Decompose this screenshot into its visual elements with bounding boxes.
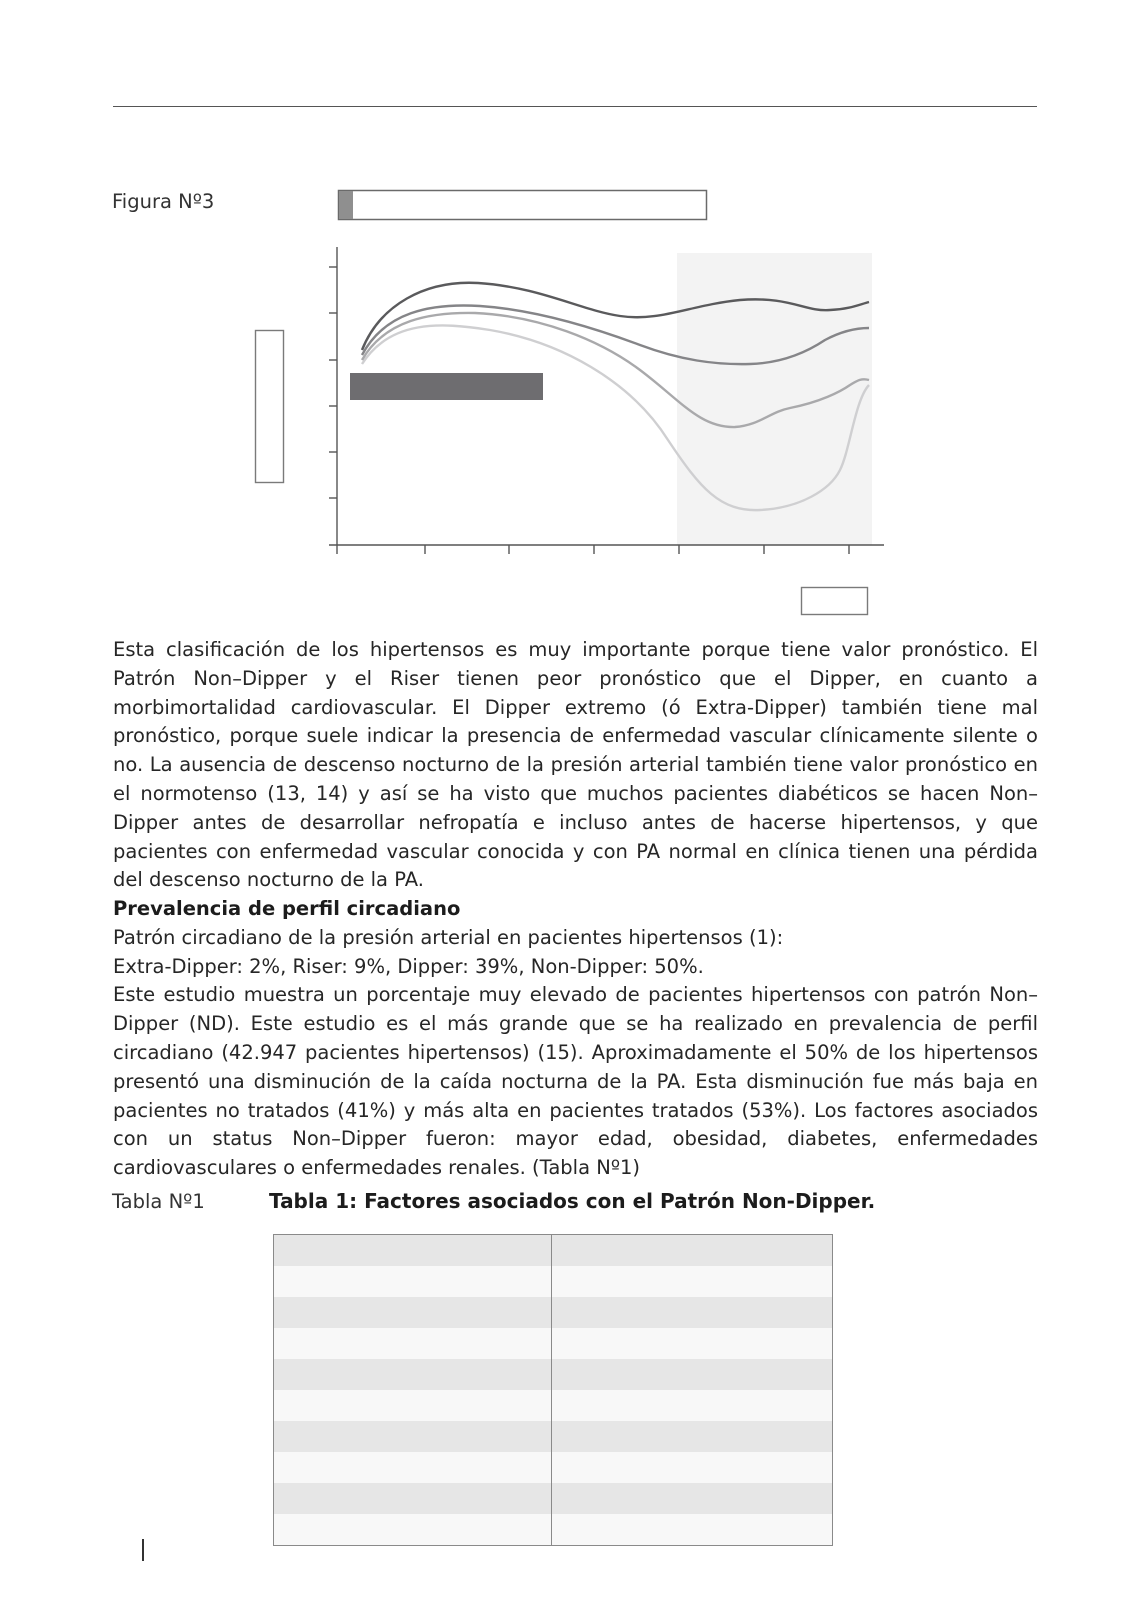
table-row <box>274 1421 832 1452</box>
page-footer-bar <box>142 1539 144 1561</box>
table-row <box>274 1359 832 1390</box>
paragraph-classification: Esta clasificación de los hipertensos es muy importante porque tiene valor pronóstico. El Patrón Non–Dipper y el Riser tienen peor pronóstico que el Dipper, en cuanto a morbimortalidad cardiovascular. El Dipper extremo (ó Extra-Dipper) también tiene mal pronóstico, porque suele indicar la presencia de enfermedad vascular clínicamente silente o no. La ausencia de descenso nocturno de la presión arterial también tiene valor pronóstico en el normotenso (13, 14) y así se ha visto que muchos pacientes diabéticos se hacen Non–Dipper antes de desarrollar nefropatía e incluso antes de hacerse hipertensos, y que pacientes con enfermedad vascular conocida y con PA normal en clínica tienen una pérdida del descenso nocturno de la PA. <box>113 638 1038 892</box>
chart-title-box <box>339 191 707 220</box>
table-row <box>274 1390 832 1421</box>
table-row <box>274 1266 832 1297</box>
section-heading: Prevalencia de perfil circadiano <box>113 897 461 920</box>
table-row <box>274 1514 832 1545</box>
chart-title-swatch <box>339 191 353 219</box>
table-row <box>274 1483 832 1514</box>
table-row <box>274 1452 832 1483</box>
circadian-chart <box>0 0 1146 640</box>
x-axis-label-box <box>802 588 868 615</box>
section-line-1: Patrón circadiano de la presión arterial en pacientes hipertensos (1): <box>113 925 784 949</box>
night-band <box>677 253 872 545</box>
table-label: Tabla Nº1 <box>112 1190 205 1213</box>
table-row <box>274 1235 832 1266</box>
section-line-2: Extra-Dipper: 2%, Riser: 9%, Dipper: 39%, Non-Dipper: 50%. <box>113 954 704 978</box>
y-ticks <box>329 267 337 498</box>
x-ticks <box>337 545 849 554</box>
section-body: Este estudio muestra un porcentaje muy elevado de pacientes hipertensos con patrón Non–Dipper (ND). Este estudio es el más grande que se ha realizado en prevalencia de perfil circadiano (42.947 pacientes hipertensos) (15). Aproximadamente el 50% de los hipertensos presentó una disminución de la caída nocturna de la PA. Esta disminución fue más baja en pacientes no tratados (41%) y más alta en pacientes tratados (53%). Los factores asociados con un status Non–Dipper fueron: mayor edad, obesidad, diabetes, enfermedades cardiovasculares o enfermedades renales. (Tabla Nº1) <box>113 983 1038 1180</box>
factors-table <box>273 1234 833 1546</box>
y-axis-label-box <box>256 331 284 483</box>
legend-bar <box>350 373 543 400</box>
table-column-divider <box>551 1235 552 1545</box>
table-rows <box>274 1235 832 1545</box>
figure-label: Figura Nº3 <box>112 190 215 213</box>
table-row <box>274 1328 832 1359</box>
table-row <box>274 1297 832 1328</box>
prevalence-section <box>113 895 1038 1183</box>
table-title: Tabla 1: Factores asociados con el Patrón Non-Dipper. <box>269 1189 876 1213</box>
